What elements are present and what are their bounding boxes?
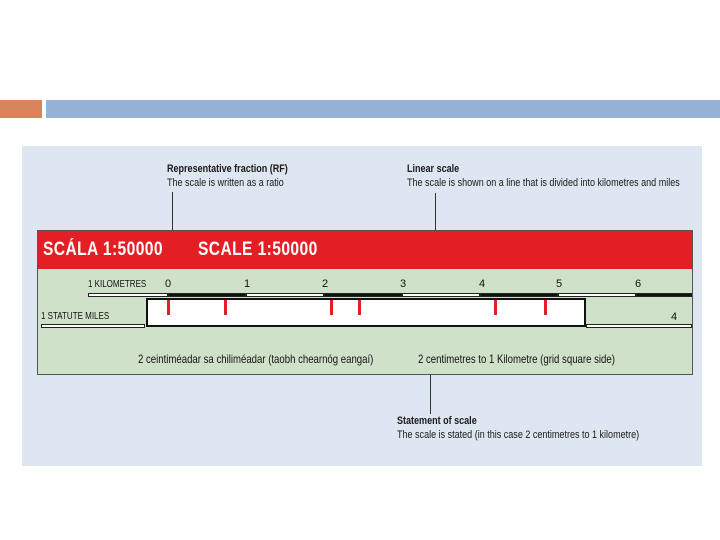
km-bar-segment-5 xyxy=(480,293,558,297)
km-tick-6: 6 xyxy=(635,278,642,290)
irish-scale-text: SCÁLA 1:50000 xyxy=(43,239,163,260)
english-statement: 2 centimetres to 1 Kilometre (grid square side) xyxy=(418,352,615,366)
miles-bar-end-segment xyxy=(586,324,692,328)
km-bar-segment-6 xyxy=(558,293,636,297)
km-bar-segment-1 xyxy=(168,293,246,297)
statement-callout-title: Statement of scale xyxy=(397,415,477,427)
scale-red-band xyxy=(38,231,692,269)
miles-unit-label: 1 STATUTE MILES xyxy=(41,311,110,322)
linear-callout-subtitle: The scale is shown on a line that is divided into kilometres and miles xyxy=(407,177,680,189)
km-bar-subdivision xyxy=(88,293,168,297)
km-tick-2: 2 xyxy=(322,278,329,290)
red-marker-6 xyxy=(544,300,547,315)
red-marker-3 xyxy=(330,300,333,315)
red-marker-5 xyxy=(494,300,497,315)
km-bar-segment-4 xyxy=(402,293,480,297)
km-bar-segment-7 xyxy=(636,293,692,297)
title-accent-bar xyxy=(0,100,42,118)
miles-tick-4: 4 xyxy=(671,311,678,323)
statement-callout-subtitle: The scale is stated (in this case 2 centimetres to 1 kilometre) xyxy=(397,429,640,441)
overlay-box xyxy=(146,298,586,327)
rf-leader-line xyxy=(172,192,173,230)
title-header-bar xyxy=(46,100,720,118)
rf-callout-subtitle: The scale is written as a ratio xyxy=(167,177,284,189)
km-unit-label: 1 KILOMETRES xyxy=(88,279,147,290)
linear-callout-title: Linear scale xyxy=(407,163,460,175)
red-marker-2 xyxy=(224,300,227,315)
km-tick-3: 3 xyxy=(400,278,407,290)
rf-callout xyxy=(167,163,314,190)
km-bar-segment-3 xyxy=(324,293,402,297)
km-bar-segment-2 xyxy=(246,293,324,297)
km-tick-4: 4 xyxy=(479,278,486,290)
rf-callout-title: Representative fraction (RF) xyxy=(167,163,288,175)
irish-statement: 2 ceintiméadar sa chiliméadar (taobh chearnóg eangaí) xyxy=(138,352,374,366)
km-tick-0: 0 xyxy=(165,278,172,290)
km-tick-5: 5 xyxy=(556,278,563,290)
km-tick-1: 1 xyxy=(244,278,251,290)
miles-bar-subdivision xyxy=(41,324,145,328)
red-marker-1 xyxy=(167,300,170,315)
linear-callout xyxy=(407,163,720,190)
red-marker-4 xyxy=(358,300,361,315)
statement-callout xyxy=(397,415,692,442)
english-scale-text: SCALE 1:50000 xyxy=(198,239,318,260)
